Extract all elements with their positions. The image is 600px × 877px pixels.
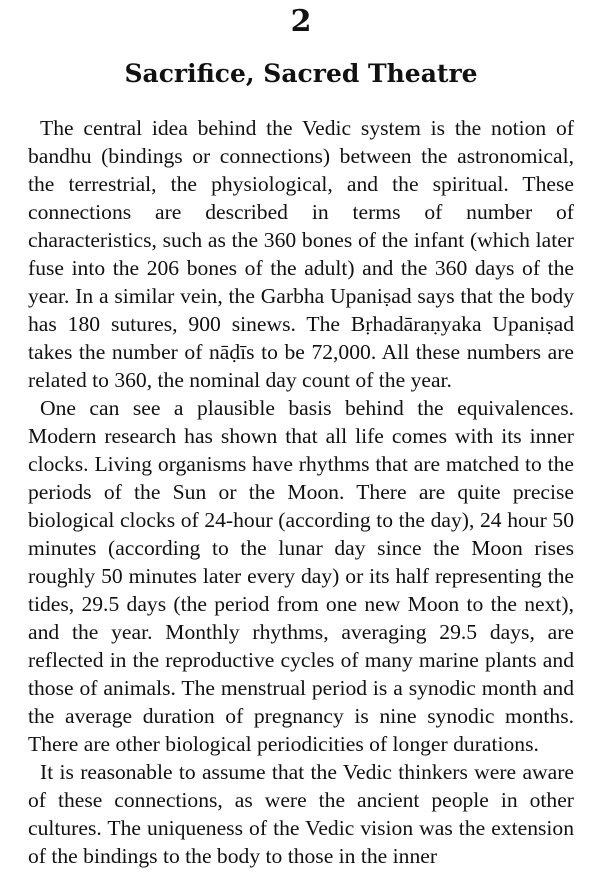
- chapter-number: 2: [290, 4, 312, 39]
- paragraph-3: It is reasonable to assume that the Vedic thinkers were aware of these connections, as were the ancient people in other cultures. The uniqueness of the Vedic vision was the extension of the bindings to the body to those in the inner: [28, 760, 574, 868]
- chapter-body: [28, 114, 574, 870]
- paragraph-2: One can see a plausible basis behind the equivalences. Modern research has shown that all life comes with its inner clocks. Living organisms have rhythms that are matched to the periods of the Sun or the Moon. There are quite precise biological clocks of 24-hour (according to the day), 24 hour 50 minutes (according to the lunar day since the Moon rises roughly 50 minutes later every day) or its half representing the tides, 29.5 days (the period from one new Moon to the next), and the year. Monthly rhythms, averaging 29.5 days, are reflected in the reproductive cycles of many marine plants and those of animals. The menstrual period is a synodic month and the average duration of pregnancy is nine synodic months. There are other biological periodicities of longer durations.: [28, 396, 574, 756]
- paragraph-1: The central idea behind the Vedic system is the notion of bandhu (bindings or connections) between the astronomical, the terrestrial, the physiological, and the spiritual. These connections are described in terms of number of characteristics, such as the 360 bones of the infant (which later fuse into the 206 bones of the adult) and the 360 days of the year. In a similar vein, the Garbha Upaniṣad says that the body has 180 sutures, 900 sinews. The Bṛhadāraṇyaka Upaniṣad takes the number of nāḍīs to be 72,000. All these numbers are related to 360, the nominal day count of the year.: [28, 116, 574, 392]
- chapter-title: Sacrifice, Sacred Theatre: [124, 59, 478, 88]
